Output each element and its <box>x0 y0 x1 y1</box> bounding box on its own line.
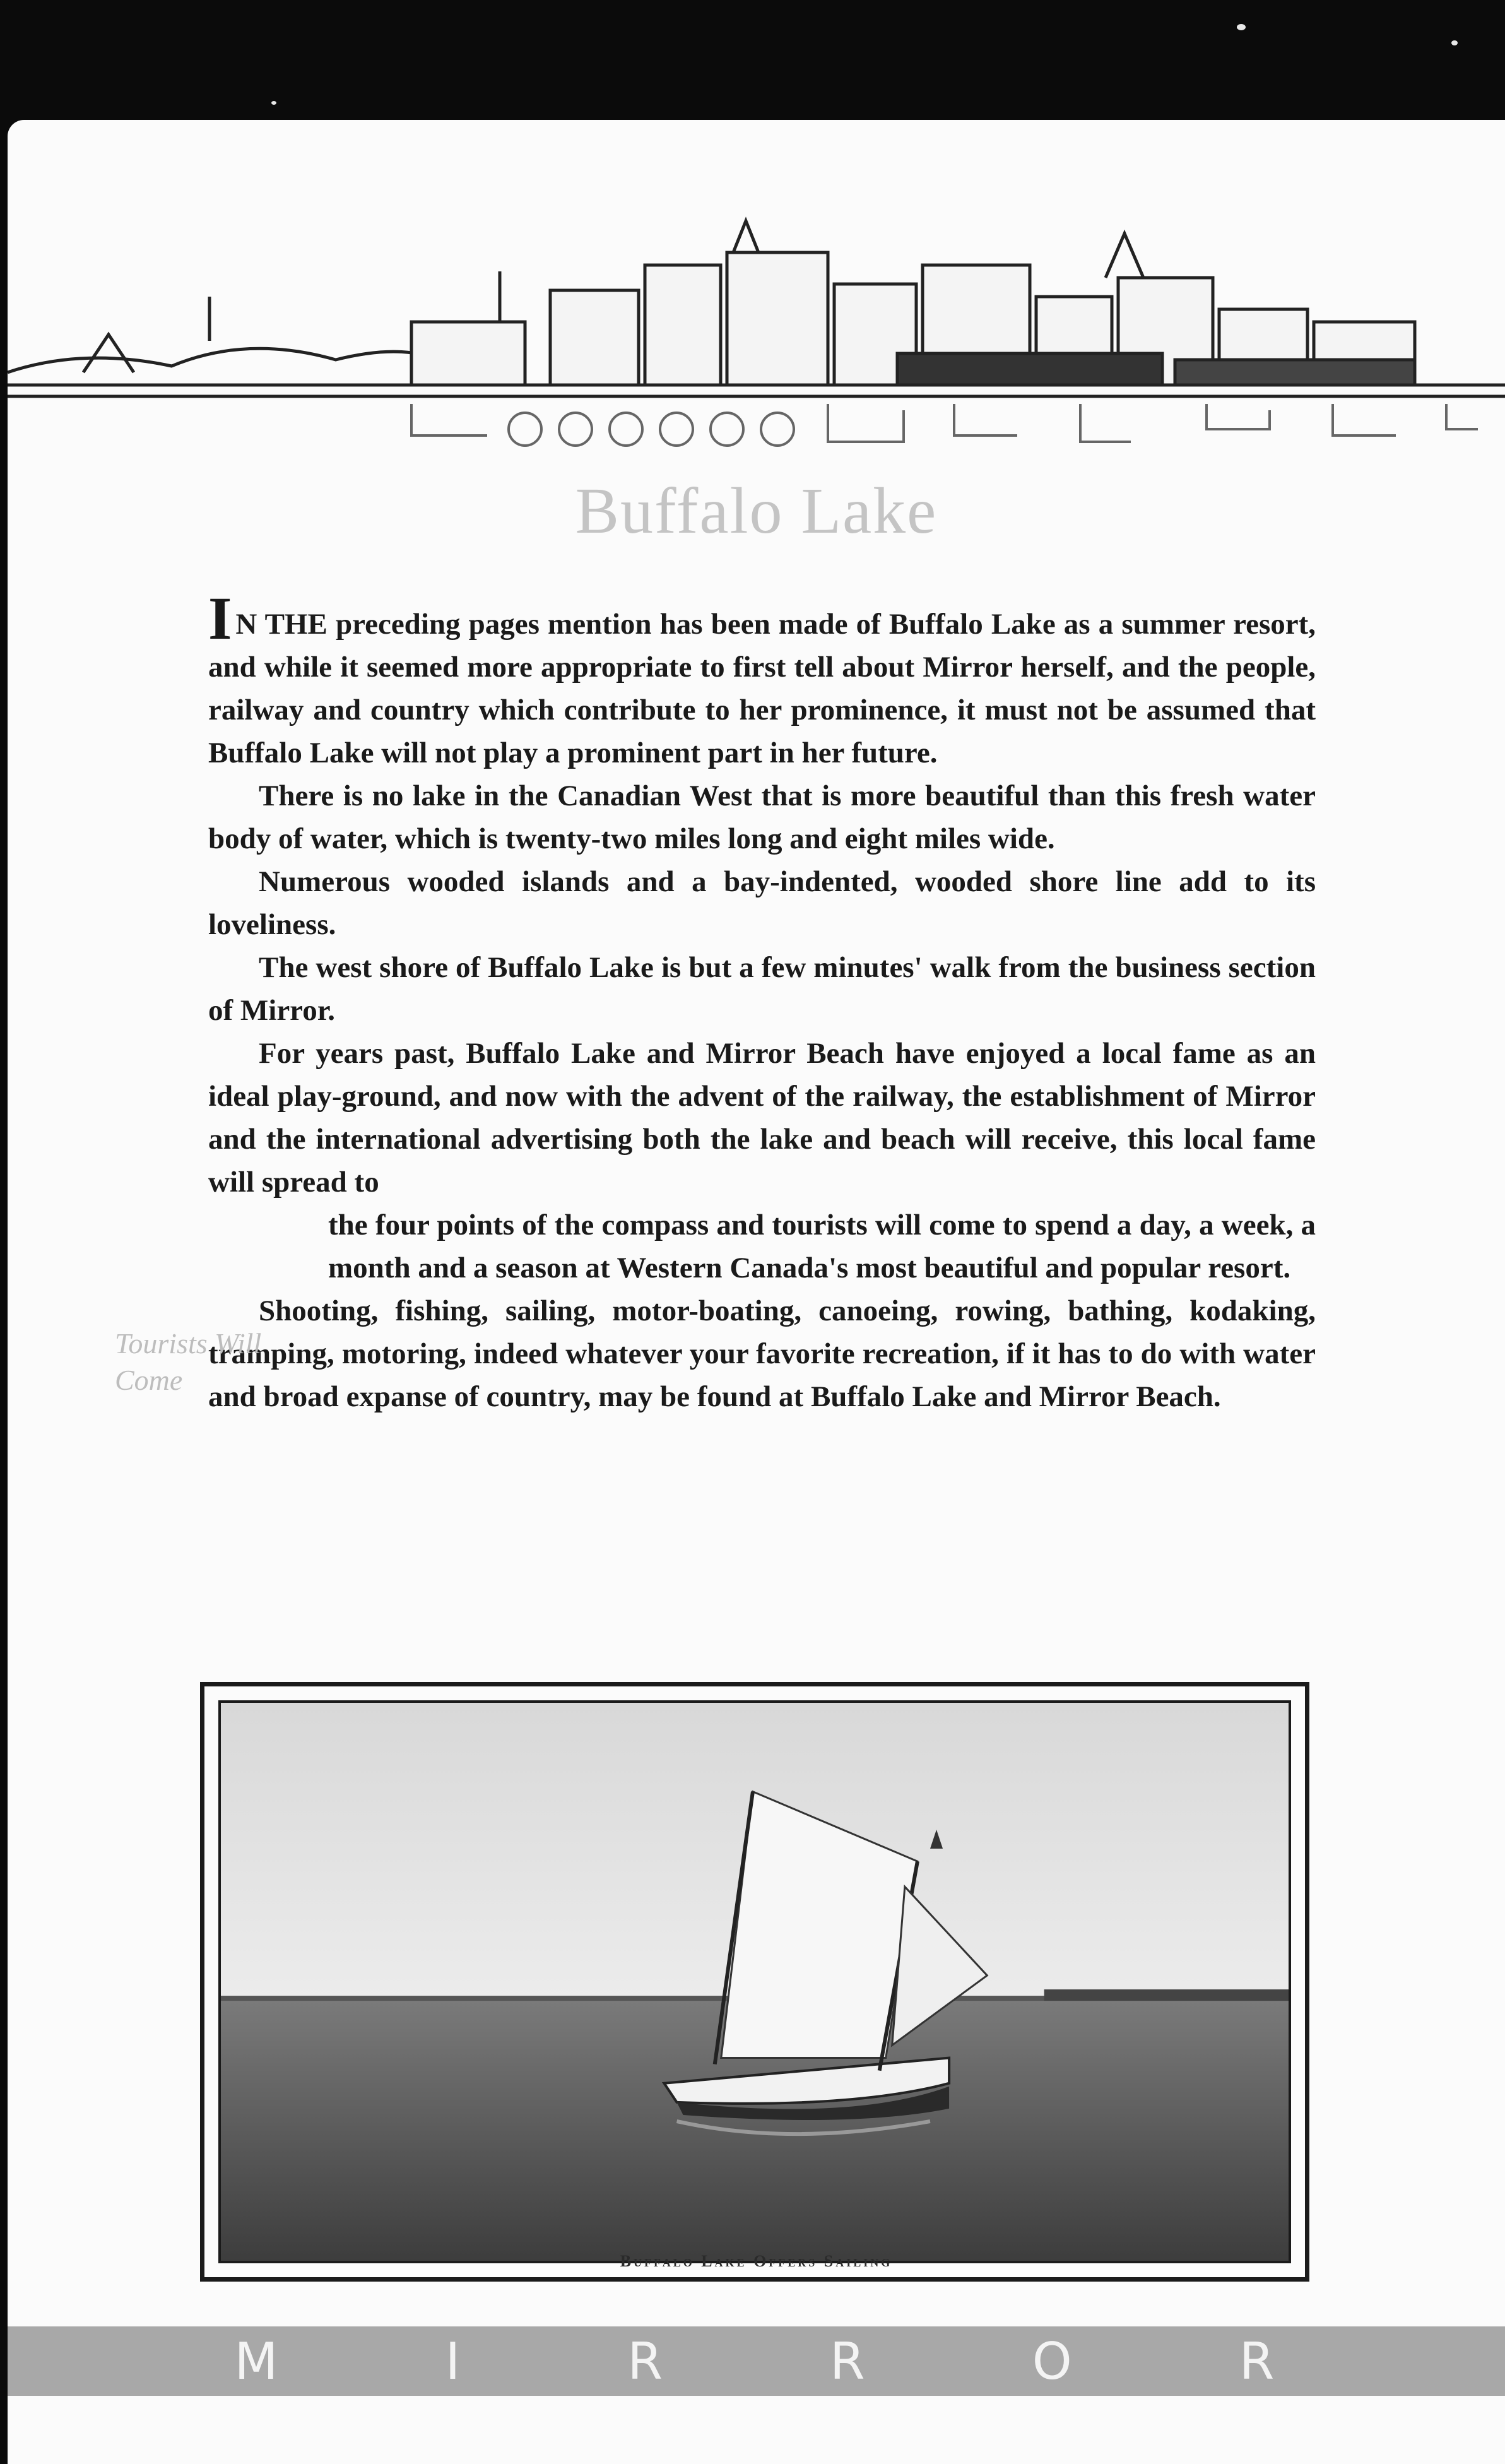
page-title: Buffalo Lake <box>575 475 938 547</box>
footer-letter: R <box>830 2331 869 2391</box>
photo-caption: Buffalo Lake Offers Sailing <box>620 2252 893 2270</box>
paragraph-1: I N THE preceding pages mention has been made of Buffalo Lake as a summer resort, and while it seemed more appropriate to first tell about Mirror herself, and the people, railway and country which contribute to her prominence, it must not be assumed that Buffalo Lake will not play a prominent part in her future. <box>208 584 1316 769</box>
paragraph-5: For years past, Buffalo Lake and Mirror Beach have enjoyed a local fame as an ideal play-ground, and now with the advent of the railway, the establishment of Mirror and the international advertising both the lake and beach will receive, this local fame will spread to <box>208 1037 1316 1199</box>
footer-letter: I <box>445 2331 464 2391</box>
sailboat-image <box>221 1703 1289 2261</box>
footer-band <box>8 2326 1505 2396</box>
footer-letter: R <box>627 2331 666 2391</box>
paragraph-3: Numerous wooded islands and a bay-indented, wooded shore line add to its loveliness. <box>208 865 1316 941</box>
paragraph-5-indented: the four points of the compass and tourists will come to spend a day, a week, a month and a season at Western Canada's most beautiful and popular resort. <box>328 1209 1316 1284</box>
marginal-note: Tourists Will Come <box>115 1327 262 1396</box>
film-speck <box>1451 40 1458 45</box>
footer-letter: O <box>1032 2331 1076 2391</box>
paragraph-2: There is no lake in the Canadian West that is more beautiful than this fresh water body of water, which is twenty-two miles long and eight miles wide. <box>208 779 1316 855</box>
sailing-photo <box>218 1700 1291 2263</box>
film-speck <box>271 101 276 105</box>
sailing-photo-frame <box>200 1682 1309 2282</box>
drop-cap: I <box>208 584 232 652</box>
article-body <box>208 584 1316 1418</box>
brochure-page <box>8 120 1505 2464</box>
paragraph-6: Shooting, fishing, sailing, motor-boating, canoeing, rowing, bathing, kodaking, tramping, motoring, indeed whatever your favorite recreation, if it has to do with water and broad expanse of country, may be found at Buffalo Lake and Mirror Beach. <box>208 1294 1316 1413</box>
footer-letter: M <box>234 2331 282 2391</box>
film-speck <box>1237 24 1246 30</box>
footer-letter: R <box>1239 2331 1278 2391</box>
paragraph-4: The west shore of Buffalo Lake is but a few minutes' walk from the business section of Mirror. <box>208 951 1316 1027</box>
